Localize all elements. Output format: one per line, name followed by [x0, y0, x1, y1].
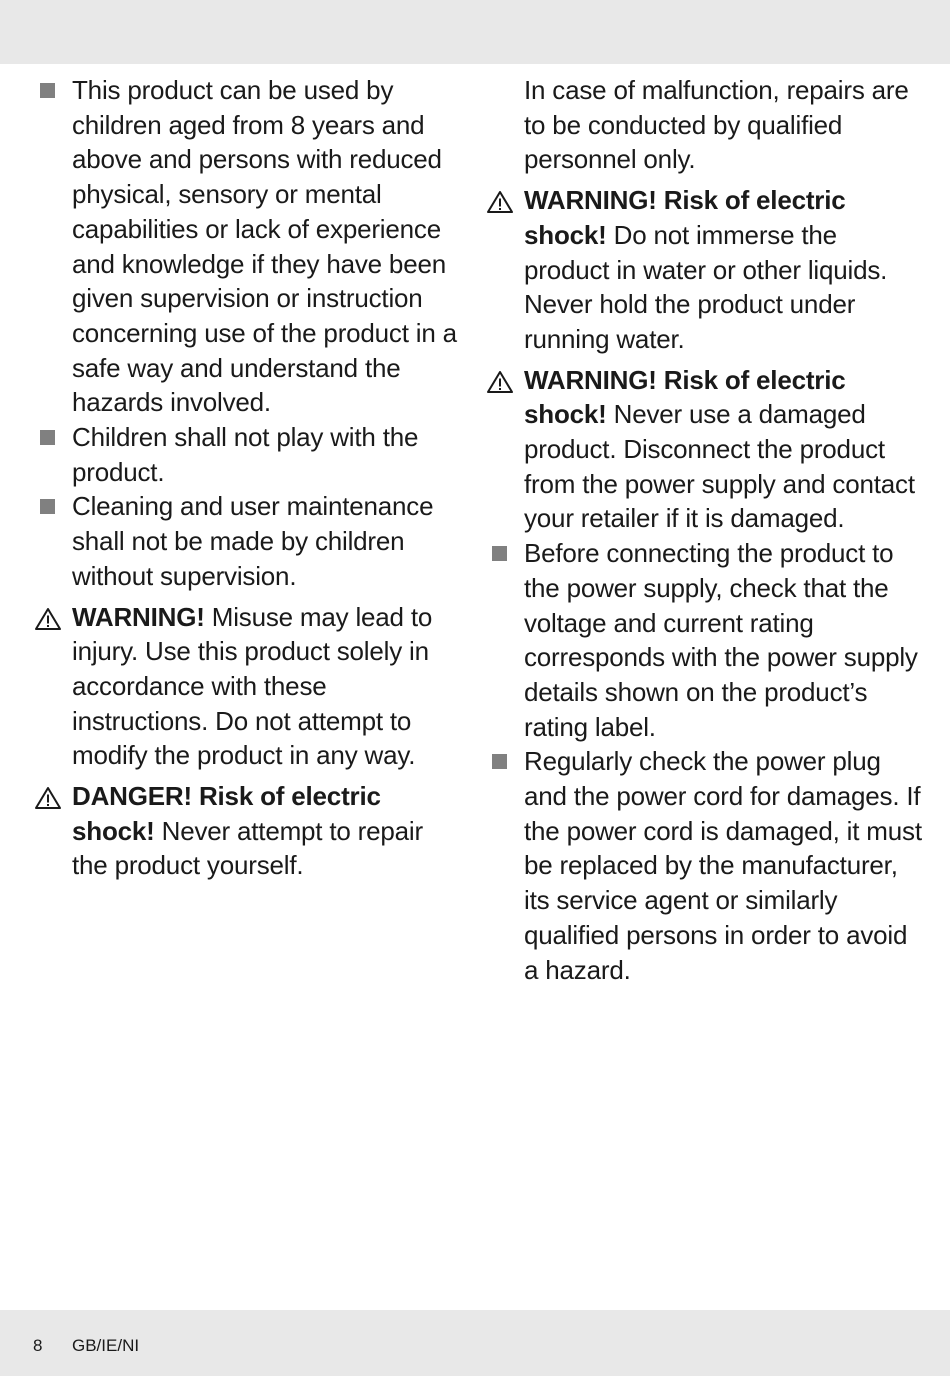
region-label: GB/IE/NI [72, 1336, 140, 1355]
bullet-item [34, 420, 460, 489]
footer-band [0, 1310, 950, 1376]
warning-item [486, 363, 922, 537]
bullet-item [34, 489, 460, 593]
warning-triangle-icon [486, 183, 524, 218]
item-text: Do not immerse the product in water or other liquids. Never hold the product under running water. [524, 219, 888, 354]
header-band [0, 0, 950, 64]
square-bullet-icon [486, 536, 524, 571]
item-text: This product can be used by children aged from 8 years and above and persons with reduced physical, sensory or mental capabilities or lack of experience and knowledge if they have been given supervision or instruction concerning use of the product in a safe way and understand the hazards involved. [72, 75, 457, 418]
item-text: Regularly check the power plug and the power cord for damages. If the power cord is damaged, it must be replaced by the manufacturer, its service agent or similarly qualified persons in order to avoid a hazard. [524, 746, 922, 985]
item-text: Never attempt to repair the product yourself. [72, 815, 423, 881]
square-bullet-icon [486, 744, 524, 779]
warning-triangle-icon [34, 779, 72, 814]
bullet-item [486, 536, 922, 744]
page-number: 8 [33, 1336, 43, 1355]
item-text: Misuse may lead to injury. Use this product solely in accordance with these instructions. Do not attempt to modify the product in any way. [72, 601, 433, 771]
continuation-text: In case of malfunction, repairs are to be conducted by qualified personnel only. [524, 75, 909, 175]
square-bullet-icon [34, 73, 72, 108]
left-column [34, 73, 460, 883]
item-text: Never use a damaged product. Disconnect the product from the power supply and contact your retailer if it is damaged. [524, 399, 915, 534]
item-text: Children shall not play with the product. [72, 422, 419, 487]
warning-label: WARNING! Risk of electric shock! [524, 185, 846, 250]
square-bullet-icon [34, 489, 72, 524]
warning-label: WARNING! [72, 601, 205, 632]
item-text: Before connecting the product to the power supply, check that the voltage and current rating corresponds with the power supply details shown on the product’s rating label. [524, 538, 918, 742]
right-column [486, 73, 922, 987]
item-text: Cleaning and user maintenance shall not be made by children without supervision. [72, 491, 434, 591]
warning-triangle-icon [34, 600, 72, 635]
warning-label: WARNING! Risk of electric shock! [524, 364, 846, 430]
danger-item [34, 779, 460, 883]
danger-label: DANGER! Risk of electric shock! [72, 781, 381, 846]
warning-item [34, 600, 460, 774]
warning-item [486, 183, 922, 357]
bullet-item [34, 73, 460, 420]
bullet-item [486, 744, 922, 987]
warning-triangle-icon [486, 363, 524, 398]
square-bullet-icon [34, 420, 72, 455]
